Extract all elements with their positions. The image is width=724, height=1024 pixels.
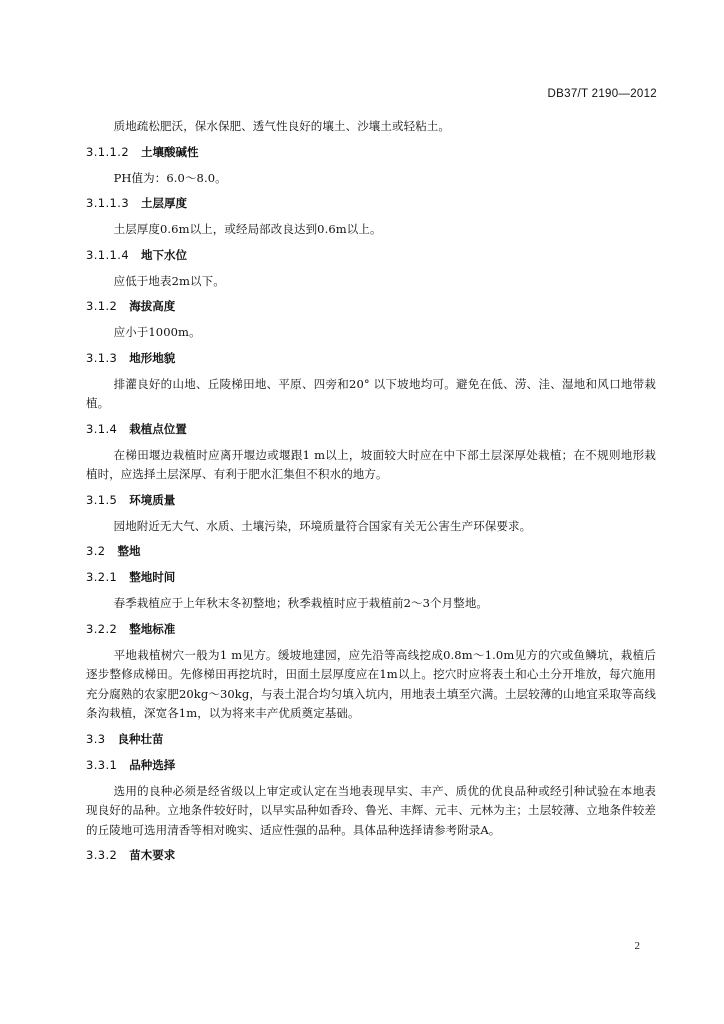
section-title: 品种选择 [129,757,176,772]
section-heading [86,620,656,638]
section-title: 整地时间 [129,570,176,584]
section-heading [86,349,656,367]
section-number: 3.1.1.2 [86,144,130,159]
section-heading [86,491,656,509]
section-title: 良种壮苗 [117,731,164,746]
document-body [86,117,656,872]
section-number: 3.1.1.3 [86,196,130,210]
section-number: 3.3.1 [86,757,118,772]
section-number: 3.1.3 [86,350,118,365]
section-number: 3.2 [86,544,106,558]
paragraph: 土层厚度0.6m以上，或经局部改良达到0.6m以上。 [113,222,382,236]
section-number: 3.1.4 [86,421,118,436]
paragraph: 应小于1000m。 [113,325,201,339]
section-number: 3.1.2 [86,299,118,313]
paragraph: 应低于地表2m以下。 [113,273,225,288]
standard-identifier: DB37/T 2190—2012 [547,88,657,100]
page-number: 2 [634,940,640,952]
section-heading [86,246,656,264]
section-number: 3.1.1.4 [86,247,130,262]
section-title: 土壤酸碱性 [141,144,199,159]
section-title: 土层厚度 [141,196,188,210]
section-title: 整地 [117,544,141,558]
section-heading [86,194,656,212]
section-heading [86,297,656,315]
paragraph: 平地栽植树穴一般为1 m见方。缓坡地建园，应先沿等高线挖成0.8m～1.0m见方的穴或鱼鳞坑，栽植后逐步整修成梯田。先修梯田再挖坑时，田面土层厚度应在1m以上。挖穴时应将表土和心土分开堆放，每穴施用充分腐熟的农家肥20kg～30kg，与表土混合均匀填入坑内，用地表土填至穴满。土层较薄的山地宜采取等高线条沟栽植，深宽各1m，以为将来丰产优质奠定基础。 [86,647,656,720]
section-title: 海拔高度 [129,299,176,313]
section-number: 3.1.5 [86,492,118,507]
paragraph: 排灌良好的山地、丘陵梯田地、平原、四旁和20° 以下坡地均可。避免在低、涝、洼、湿地和风口地带栽植。 [86,376,656,410]
section-number: 3.2.2 [86,621,118,636]
paragraph: PH值为：6.0～8.0。 [113,170,227,185]
section-number: 3.3.2 [86,848,118,862]
paragraph: 园地附近无大气、水质、土壤污染，环境质量符合国家有关无公害生产环保要求。 [113,518,532,533]
section-heading [86,846,656,864]
section-heading [86,568,656,586]
section-title: 栽植点位置 [129,421,187,436]
section-heading [86,542,656,560]
section-title: 地形地貌 [129,350,176,365]
section-heading [86,730,656,748]
paragraph: 春季栽植应于上年秋末冬初整地；秋季栽植时应于栽植前2～3个月整地。 [113,596,489,610]
section-title: 环境质量 [129,492,176,507]
section-number: 3.2.1 [86,570,118,584]
section-heading [86,143,656,161]
section-number: 3.3 [86,731,106,746]
paragraph: 选用的良种必须是经省级以上审定或认定在当地表现早实、丰产、质优的优良品种或经引种试验在本地表现良好的品种。立地条件较好时，以早实品种如香玲、鲁光、丰辉、元丰、元林为主；土层较薄、立地条件较差的丘陵地可选用清香等相对晚实、适应性强的品种。具体品种选择请参考附录A。 [86,783,656,837]
section-title: 地下水位 [141,247,188,262]
section-title: 整地标准 [129,621,176,636]
section-heading [86,420,656,438]
section-heading [86,756,656,774]
paragraph: 质地疏松肥沃，保水保肥、透气性良好的壤土、沙壤土或轻粘土。 [113,119,450,133]
paragraph: 在梯田堰边栽植时应离开堰边或堰跟1 m以上，坡面较大时应在中下部土层深厚处栽植；在不规则地形栽植时，应选择土层深厚、有利于肥水汇集但不积水的地方。 [86,447,656,481]
section-title: 苗木要求 [129,848,176,862]
